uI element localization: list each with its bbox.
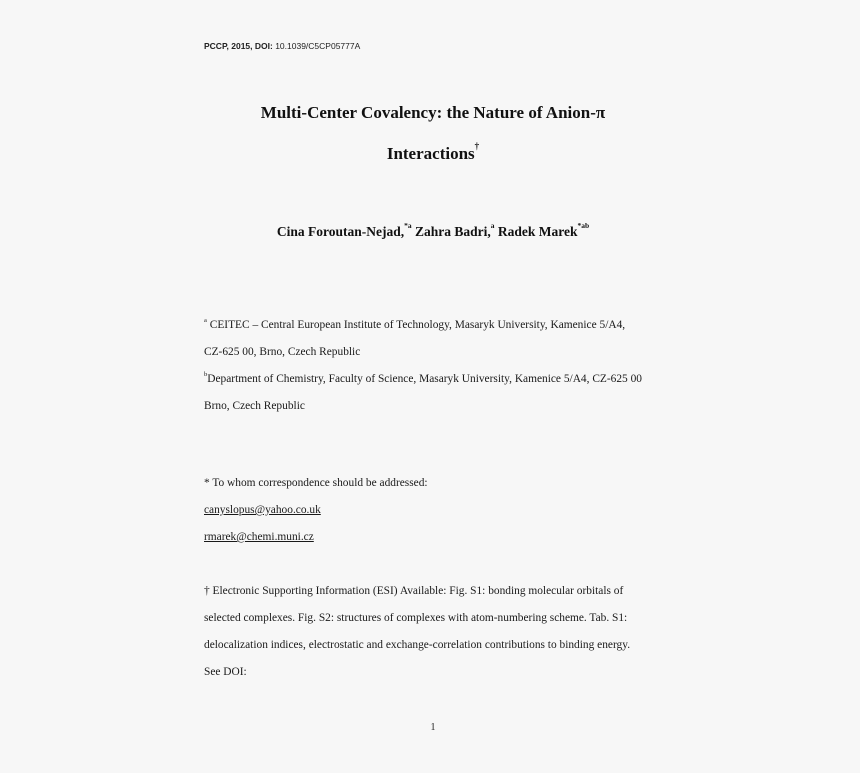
esi-line-3: delocalization indices, electrostatic and exchange-correlation contributions to binding energy.	[204, 639, 631, 651]
author-name: Zahra Badri,	[414, 224, 491, 239]
esi-line-1: † Electronic Supporting Information (ESI) Available: Fig. S1: bonding molecular orbitals of	[204, 585, 624, 597]
affiliation-text: Department of Chemistry, Faculty of Science, Masaryk University, Kamenice 5/A4, CZ-625 00	[207, 373, 642, 385]
author-list	[0, 221, 860, 240]
author-name: Radek Marek	[497, 224, 578, 239]
correspondence-email-2-row	[204, 531, 314, 543]
paper-title-line-2	[0, 141, 860, 164]
esi-line-4: See DOI:	[204, 666, 247, 678]
dagger-mark: †	[474, 141, 480, 151]
correspondence-email-1-row	[204, 504, 321, 516]
doi-text: 10.1039/C5CP05777A	[275, 41, 361, 51]
affiliation-b-line-2: Brno, Czech Republic	[204, 400, 305, 412]
affiliation-mark: a	[204, 317, 207, 324]
affiliation-a-line-1	[204, 319, 625, 331]
journal-label: PCCP, 2015, DOI:	[204, 41, 273, 51]
affiliation-mark: b	[204, 371, 208, 378]
correspondence-label: * To whom correspondence should be addressed:	[204, 477, 428, 489]
paper-title-line-1: Multi-Center Covalency: the Nature of Anion-π	[260, 103, 606, 122]
author-affiliation-mark: a	[490, 221, 495, 230]
affiliation-a-line-2: CZ-625 00, Brno, Czech Republic	[204, 346, 361, 358]
email-link[interactable]: canyslopus@yahoo.co.uk	[204, 504, 321, 516]
author-affiliation-mark: *ab	[577, 221, 590, 230]
email-link[interactable]: rmarek@chemi.muni.cz	[204, 531, 314, 543]
journal-header	[204, 41, 360, 51]
author-affiliation-mark: *a	[404, 221, 412, 230]
page-number: 1	[430, 722, 436, 733]
paper-title-line-2-text: Interactions	[386, 144, 475, 163]
author-name: Cina Foroutan-Nejad,	[276, 224, 405, 239]
affiliation-b-line-1	[204, 373, 642, 385]
esi-line-2: selected complexes. Fig. S2: structures of complexes with atom-numbering scheme. Tab. S1:	[204, 612, 628, 624]
affiliation-text: CEITEC – Central European Institute of Technology, Masaryk University, Kamenice 5/A4,	[209, 319, 626, 331]
